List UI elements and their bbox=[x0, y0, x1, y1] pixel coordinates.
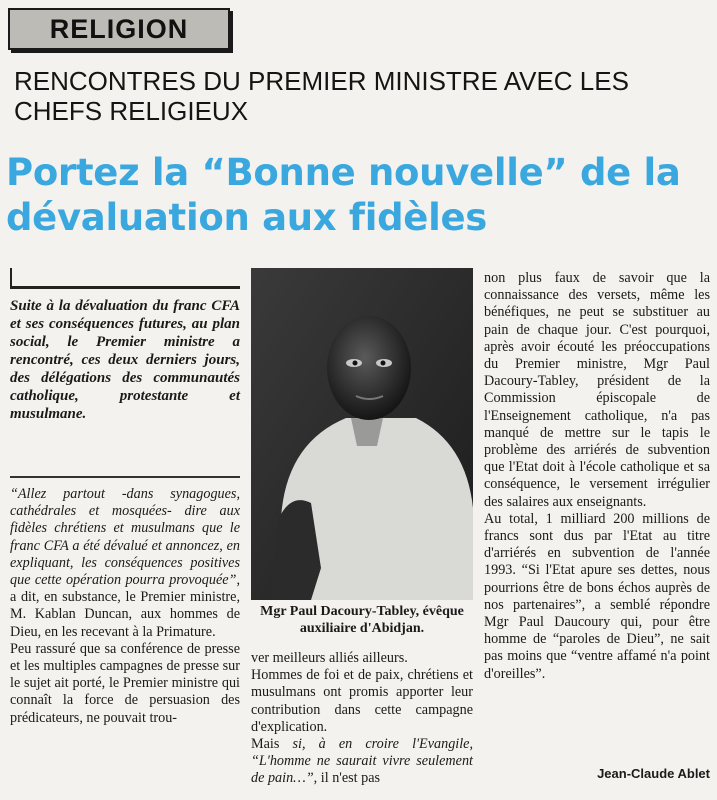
rubric-label: RELIGION bbox=[49, 13, 189, 44]
intro-divider bbox=[10, 476, 240, 478]
paragraph-text: Mais bbox=[251, 736, 293, 753]
article-column-1 bbox=[10, 486, 240, 727]
portrait-photo bbox=[251, 268, 473, 600]
section-rubric bbox=[8, 8, 230, 50]
paragraph bbox=[251, 736, 473, 788]
paragraph-text: , a dit, en substance, le Premier ministre, M. Kablan Duncan, aux hommes de Dieu, en les recevant à la Primature. bbox=[10, 572, 240, 640]
author-byline: Jean-Claude Ablet bbox=[597, 766, 710, 781]
main-headline: Portez la “Bonne nouvelle” de la dévaluation aux fidèles bbox=[6, 151, 681, 239]
article-column-3 bbox=[484, 270, 710, 683]
paragraph-text: , il n'est pas bbox=[313, 770, 381, 787]
article-column-2 bbox=[251, 650, 473, 788]
paragraph-text: Hommes de foi et de paix, chrétiens et musulmans ont promis apporter leur contribution dans cette campagne d'explication. bbox=[251, 667, 473, 735]
paragraph: Peu rassuré que sa conférence de presse et les multiples campagnes de presse sur le sujet ait porté, le Premier ministre qui connaît la force de persuasion des prédicateurs, ne pouvait trou- bbox=[10, 640, 240, 726]
photo-caption: Mgr Paul Dacoury-Tabley, évêque auxiliaire d'Abidjan. bbox=[260, 604, 464, 636]
paragraph: Au total, 1 milliard 200 millions de francs sont dus par l'Etat au titre d'arriérés en subvention de l'année 1993. “Si l'Etat apure ses dettes, nous pourrions être de bons échos auprès de nos partenaires”, a semblé répondre Mgr Paul Daucoury qui, pour être homme de “paroles de Dieu”, ne sait pas moins que “ventre affamé n'a point d'oreilles”. bbox=[484, 510, 710, 682]
paragraph bbox=[10, 486, 240, 641]
kicker-headline: RENCONTRES DU PREMIER MINISTRE AVEC LES CHEFS RELIGIEUX bbox=[14, 66, 629, 126]
column-rule bbox=[10, 268, 12, 288]
article-intro bbox=[10, 286, 240, 423]
paragraph: non plus faux de savoir que la connaissance des versets, même les bénéfiques, ne peut se substituer au pain de chaque jour. C'est pourquoi, après avoir écouté les préoccupations du Premier ministre, Mgr Paul Dacoury-Tabley, président de la Commission épiscopale de l'Enseignement catholique, n'a pas manqué de mettre sur le tapis le problème des arriérés de subvention que l'Etat doit à l'école catholique et sa conséquence, le versement irrégulier des salaires aux enseignants. bbox=[484, 270, 710, 510]
paragraph bbox=[251, 667, 473, 736]
quote-text: si, à en croire l'Evangile, “L'homme ne saurait vivre seulement de pain…” bbox=[251, 736, 474, 787]
paragraph: ver meilleurs alliés ailleurs. bbox=[251, 650, 408, 666]
intro-text: Suite à la dévaluation du franc CFA et ses conséquences futures, au plan social, le Premier ministre a rencontré, ces deux derniers jours, des délégations des communautés catholique, protestante et musulmane. bbox=[10, 298, 240, 422]
portrait-image bbox=[251, 268, 473, 600]
quote-text: “Allez partout -dans synagogues, cathédrales et mosquées- dire aux fidèles chrétiens et musulmans que le franc CFA a été dévalué et annoncez, en expliquant, les conséquences positives que cette opération pourra provoquée” bbox=[10, 486, 240, 589]
